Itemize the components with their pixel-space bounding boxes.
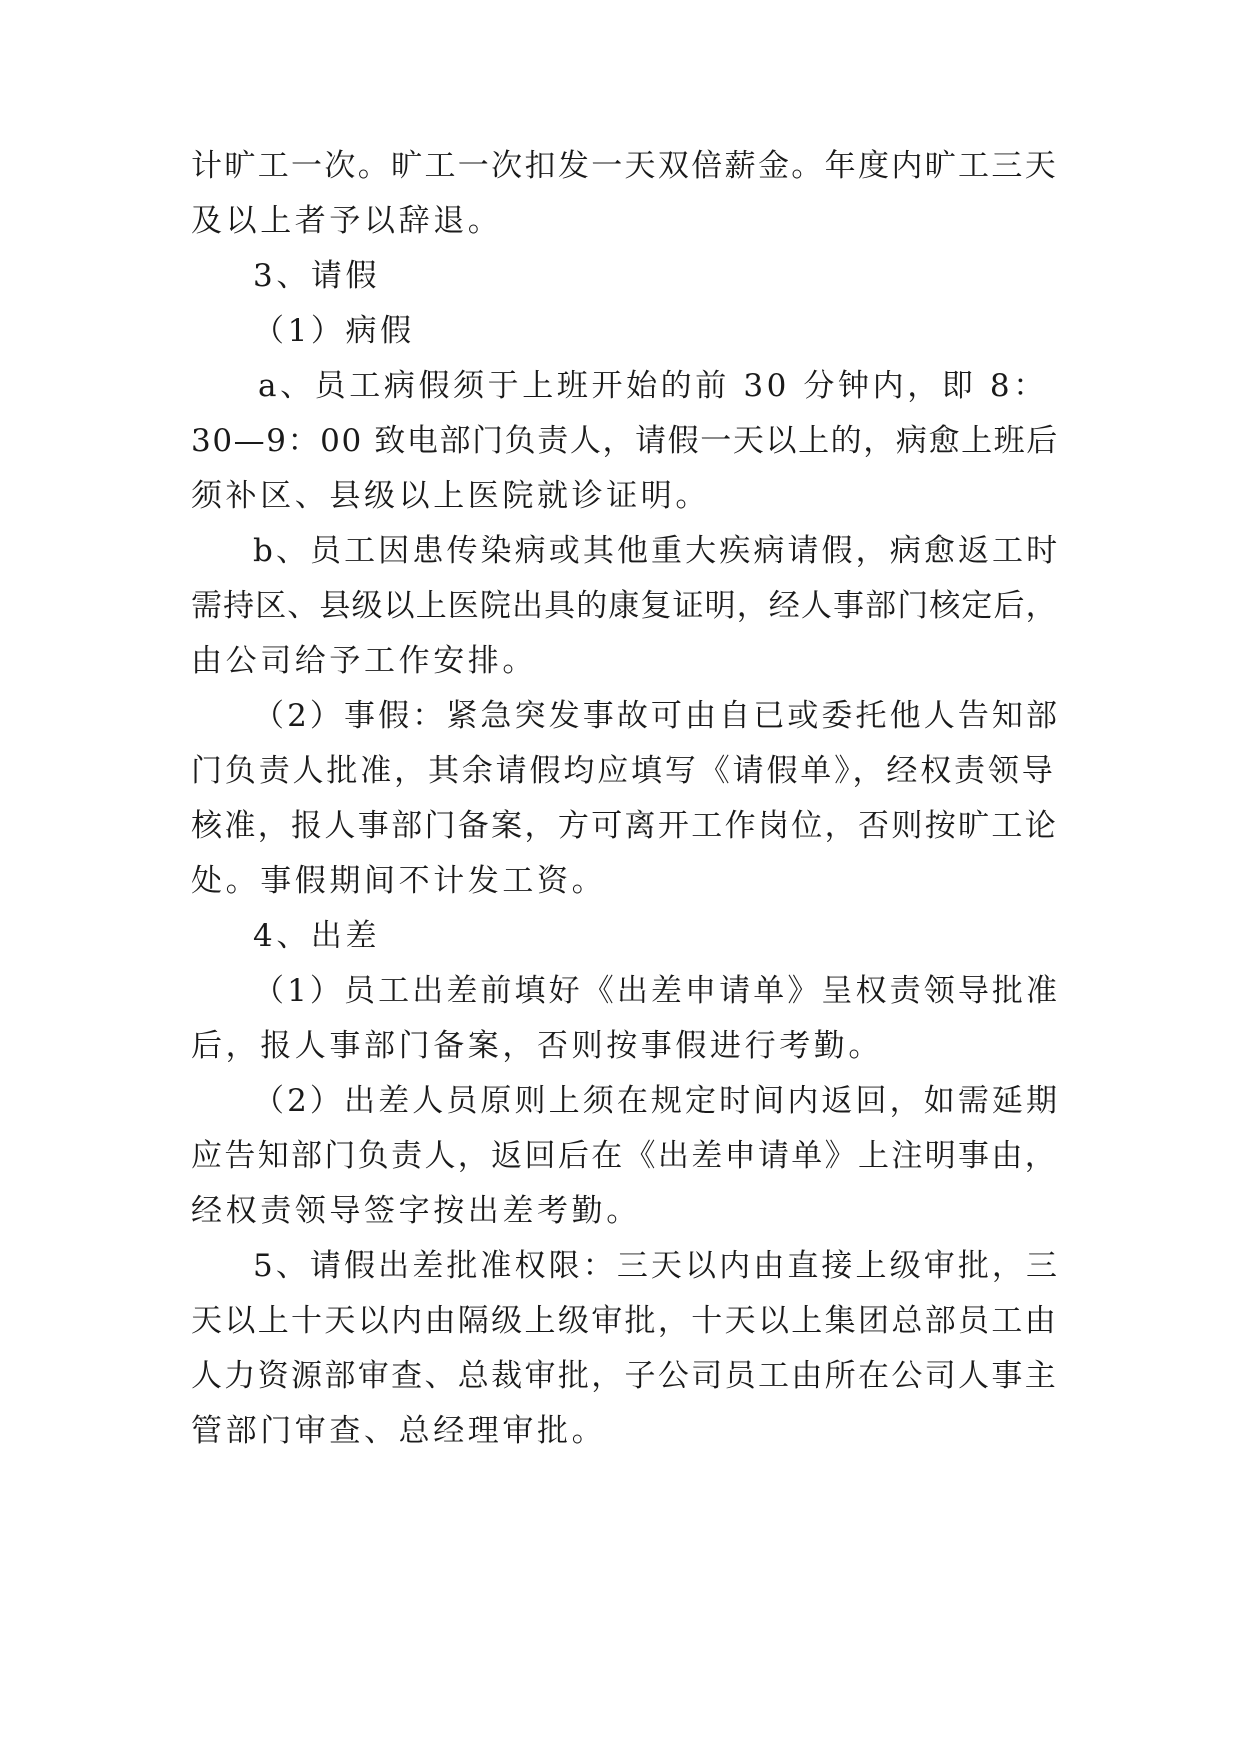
text-line: 后，报人事部门备案，否则按事假进行考勤。 [191, 1028, 883, 1064]
text-line: 计旷工一次。旷工一次扣发一天双倍薪金。年度内旷工三天 [191, 148, 1059, 184]
subsection-heading: （1）病假 [253, 313, 415, 349]
text-line: （1）员工出差前填好《出差申请单》呈权责领导批准 [253, 973, 1061, 1009]
text-line: 天以上十天以内由隔级上级审批，十天以上集团总部员工由 [191, 1303, 1059, 1339]
text-line: （2）事假：紧急突发事故可由自已或委托他人告知部 [253, 698, 1061, 734]
text-line: 管部门审查、总经理审批。 [191, 1413, 607, 1449]
section-heading: 4、出差 [253, 918, 381, 954]
text-line: 应告知部门负责人，返回后在《出差申请单》上注明事由， [191, 1138, 1059, 1174]
text-line: 需持区、县级以上医院出具的康复证明，经人事部门核定后， [191, 588, 1058, 624]
section-heading: 5、请假出差批准权限：三天以内由直接上级审批，三 [253, 1248, 1061, 1284]
text-line: （2）出差人员原则上须在规定时间内返回，如需延期 [253, 1083, 1061, 1119]
section-heading: 3、请假 [253, 258, 381, 294]
text-line: 处。事假期间不计发工资。 [191, 863, 607, 899]
text-line: 须补区、县级以上医院就诊证明。 [191, 478, 710, 514]
text-line: 人力资源部审查、总裁审批，子公司员工由所在公司人事主 [191, 1358, 1059, 1394]
text-line: 30—9：00 致电部门负责人，请假一天以上的，病愈上班后 [191, 423, 1059, 459]
text-line: 经权责领导签字按出差考勤。 [191, 1193, 641, 1229]
text-line: 核准，报人事部门备案，方可离开工作岗位，否则按旷工论 [191, 808, 1059, 844]
text-line: 门负责人批准，其余请假均应填写《请假单》，经权责领导 [191, 753, 1056, 789]
text-line: 由公司给予工作安排。 [191, 643, 537, 679]
text-line: a、员工病假须于上班开始的前 30 分钟内，即 8： [258, 368, 1048, 404]
text-line: b、员工因患传染病或其他重大疾病请假，病愈返工时 [253, 533, 1061, 569]
text-line: 及以上者予以辞退。 [191, 203, 503, 239]
